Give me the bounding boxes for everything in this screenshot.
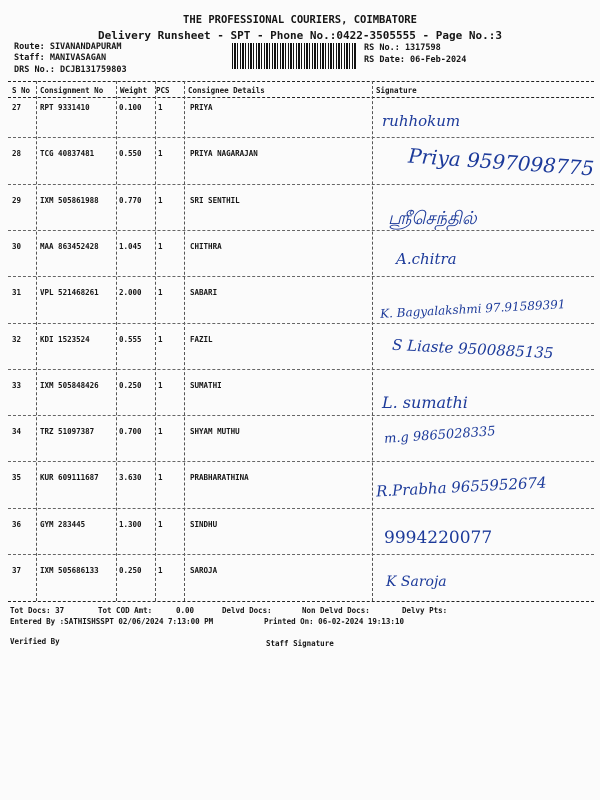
- cell-pcs: 1: [158, 427, 163, 437]
- cell-pcs: 1: [158, 195, 163, 205]
- delivery-points: Delvy Pts:: [402, 606, 448, 615]
- row-divider: [8, 415, 594, 416]
- signature: L. sumathi: [382, 393, 468, 412]
- signature: Priya 9597098775: [407, 143, 595, 181]
- col-divider: [184, 81, 185, 601]
- row-divider: [8, 554, 594, 555]
- staff-signature-label: Staff Signature: [266, 639, 334, 648]
- col-header-sno: S No: [12, 86, 31, 95]
- cell-consignment: MAA 863452428: [40, 241, 99, 251]
- cell-sno: 37: [12, 566, 22, 575]
- col-header-signature: Signature: [376, 86, 417, 95]
- cell-consignment: TCG 40837481: [40, 149, 95, 159]
- cell-consignment: TRZ 51097387: [40, 427, 95, 437]
- cell-consignee: SABARI: [190, 288, 218, 298]
- cell-sno: 32: [12, 334, 22, 344]
- cell-weight: 0.100: [119, 103, 142, 112]
- table-top-rule: [8, 81, 594, 82]
- cell-sno: 29: [12, 195, 22, 205]
- cell-weight: 0.555: [119, 334, 142, 344]
- barcode: [232, 43, 356, 69]
- cell-consignment: GYM 283445: [40, 519, 86, 529]
- cell-sno: 27: [12, 103, 22, 112]
- row-divider: [8, 508, 594, 509]
- signature: 9994220077: [384, 528, 493, 548]
- cell-sno: 28: [12, 149, 22, 159]
- cell-sno: 36: [12, 519, 22, 529]
- cell-sno: 33: [12, 380, 22, 390]
- row-divider: [8, 137, 594, 138]
- signature: m.g 9865028335: [383, 424, 497, 447]
- signature: ஸ்ரீசெந்தில்: [388, 208, 477, 229]
- company-title: THE PROFESSIONAL COURIERS, COIMBATORE: [183, 14, 417, 26]
- cell-sno: 34: [12, 427, 22, 437]
- cell-pcs: 1: [158, 149, 163, 159]
- signature: R.Prabha 9655952674: [375, 473, 548, 501]
- cell-consignee: SHYAM MUTHU: [190, 427, 240, 437]
- cell-pcs: 1: [158, 380, 163, 390]
- signature: S Liaste 9500885135: [391, 335, 554, 363]
- cell-pcs: 1: [158, 103, 163, 112]
- cell-consignee: SUMATHI: [190, 380, 222, 390]
- verified-by: Verified By: [10, 637, 60, 646]
- route-label: Route: SIVANANDAPURAM: [14, 42, 122, 52]
- cell-consignee: PRIYA: [190, 103, 213, 112]
- entered-by: Entered By :SATHISHSSPT 02/06/2024 7:13:00 PM: [10, 617, 214, 626]
- cell-consignment: KDI 1523524: [40, 334, 90, 344]
- cell-pcs: 1: [158, 473, 163, 483]
- cell-consignment: RPT 9331410: [40, 103, 90, 112]
- cell-consignee: FAZIL: [190, 334, 213, 344]
- cell-sno: 30: [12, 241, 22, 251]
- cell-weight: 2.000: [119, 288, 142, 298]
- cell-consignment: IXM 505861988: [40, 195, 99, 205]
- col-divider: [116, 81, 117, 601]
- cell-pcs: 1: [158, 241, 163, 251]
- cell-pcs: 1: [158, 519, 163, 529]
- col-divider: [155, 81, 156, 601]
- col-divider: [372, 81, 373, 601]
- cell-pcs: 1: [158, 288, 163, 298]
- total-cod-label: Tot COD Amt:: [98, 606, 153, 615]
- cell-consignment: IXM 505848426: [40, 380, 99, 390]
- col-header-pcs: PCS: [156, 86, 170, 95]
- cell-consignee: CHITHRA: [190, 241, 222, 251]
- cell-pcs: 1: [158, 334, 163, 344]
- signature: K. Bagyalakshmi 97.91589391: [379, 297, 566, 321]
- row-divider: [8, 276, 594, 277]
- row-divider: [8, 461, 594, 462]
- row-divider: [8, 369, 594, 370]
- rs-date: RS Date: 06-Feb-2024: [364, 55, 467, 65]
- cell-weight: 0.550: [119, 149, 142, 159]
- cell-consignment: IXM 505686133: [40, 566, 99, 575]
- runsheet-subtitle: Delivery Runsheet - SPT - Phone No.:0422-3505555 - Page No.:3: [98, 29, 502, 42]
- cell-weight: 1.045: [119, 241, 142, 251]
- rs-number: RS No.: 1317598: [364, 43, 441, 53]
- cell-weight: 0.770: [119, 195, 142, 205]
- cell-consignee: SRI SENTHIL: [190, 195, 240, 205]
- cell-consignee: SAROJA: [190, 566, 218, 575]
- cell-weight: 3.630: [119, 473, 142, 483]
- col-header-weight: Weight: [120, 86, 148, 95]
- cell-weight: 0.250: [119, 380, 142, 390]
- col-header-consignment: Consignment No: [40, 86, 104, 95]
- col-divider: [36, 81, 37, 601]
- cell-pcs: 1: [158, 566, 163, 575]
- col-header-consignee: Consignee Details: [188, 86, 265, 95]
- cell-weight: 0.700: [119, 427, 142, 437]
- signature: ruhhokum: [382, 112, 461, 130]
- row-divider: [8, 230, 594, 231]
- cell-consignee: SINDHU: [190, 519, 218, 529]
- staff-label: Staff: MANIVASAGAN: [14, 53, 107, 63]
- cell-consignment: KUR 609111687: [40, 473, 99, 483]
- row-divider: [8, 184, 594, 185]
- signature: K Saroja: [386, 574, 447, 590]
- drs-label: DRS No.: DCJB131759803: [14, 65, 127, 75]
- cell-sno: 31: [12, 288, 22, 298]
- row-divider: [8, 323, 594, 324]
- delivered-docs: Delvd Docs:: [222, 606, 272, 615]
- cell-consignment: VPL 521468261: [40, 288, 99, 298]
- total-cod-amount: 0.00: [176, 606, 195, 615]
- cell-sno: 35: [12, 473, 22, 483]
- cell-consignee: PRIYA NAGARAJAN: [190, 149, 258, 159]
- cell-weight: 1.300: [119, 519, 142, 529]
- non-delivered-docs: Non Delvd Docs:: [302, 606, 370, 615]
- signature: A.chitra: [396, 250, 457, 268]
- total-docs: Tot Docs: 37: [10, 606, 65, 615]
- printed-on: Printed On: 06-02-2024 19:13:10: [264, 617, 404, 626]
- cell-weight: 0.250: [119, 566, 142, 575]
- cell-consignee: PRABHARATHINA: [190, 473, 249, 483]
- table-bottom-rule: [8, 601, 594, 602]
- table-header-rule: [8, 97, 594, 98]
